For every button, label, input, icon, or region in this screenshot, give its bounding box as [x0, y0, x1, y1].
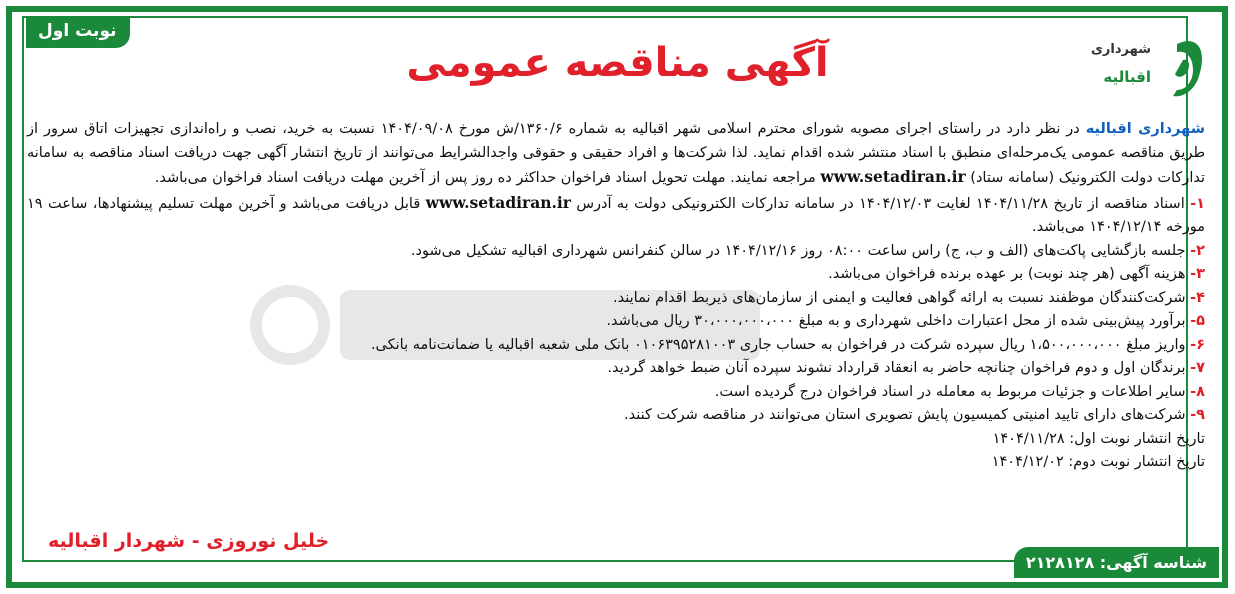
- first-publish-date: تاریخ انتشار نوبت اول: ۱۴۰۴/۱۱/۲۸: [992, 430, 1205, 447]
- item-number: ۹-: [1190, 407, 1205, 423]
- logo-label-city: اقبالیه: [1103, 68, 1151, 86]
- item-url-link[interactable]: www.setadiran.ir: [425, 192, 571, 212]
- item-text: برندگان اول و دوم فراخوان چنانچه حاضر به انعقاد قرارداد نشوند سپرده آنان ضبط خواهد گردید.: [607, 360, 1191, 376]
- second-publish-date: تاریخ انتشار نوبت دوم: ۱۴۰۴/۱۲/۰۲: [991, 454, 1205, 470]
- notice-title: آگهی مناقصه عمومی: [406, 40, 829, 86]
- ad-id-badge: شناسه آگهی: ۲۱۲۸۱۲۸: [1014, 547, 1219, 578]
- intro-text-part1: در نظر دارد در راستای اجرای مصوبه شورای محترم اسلامی شهر اقبالیه به شماره ۱۳۶۰/۶/ش مورخ ۱۴۰۴/۰۹/۰۸ نسبت به خرید، نصب و راه‌اندازی تجهیزات اتاق سرور از طریق مناقصه عمومی یک‌مرحله‌ای منطبق با اسناد منتشر شده اقدام نماید. لذا شرکت‌ها و افراد حقیقی و حقوقی واجدالشرایط می‌توانند از تاریخ انتشار آگهی جهت دریافت اسناد مناقصه به سامانه تدارکات دولت الکترونیک (سامانه ستاد): [27, 121, 1205, 186]
- intro-text-part2: مراجعه نمایند. مهلت تحویل اسناد فراخوان حداکثر ده روز پس از آخرین مهلت دریافت اسناد فراخوان می‌باشد.: [154, 170, 821, 186]
- item-text: شرکت‌کنندگان موظفند نسبت به ارائه گواهی فعالیت و ایمنی از سازمان‌های ذیربط اقدام نمایند.: [613, 289, 1191, 306]
- item-text: سایر اطلاعات و جزئیات مربوط به معامله در اسناد فراخوان درج گردیده است.: [714, 383, 1191, 400]
- mayor-signature: خلیل نوروزی - شهردار اقبالیه: [48, 530, 330, 552]
- item-text: واریز مبلغ ۱،۵۰۰،۰۰۰،۰۰۰ ریال سپرده شرکت در فراخوان به حساب جاری ۰۱۰۶۳۹۵۲۸۱۰۰۳ بانک ملی شعبه اقبالیه یا ضمانت‌نامه بانکی.: [370, 336, 1191, 353]
- item-number: ۱-: [1190, 195, 1205, 212]
- item-text: شرکت‌های دارای تایید امنیتی کمیسیون پایش تصویری استان می‌توانند در مناقصه شرکت کنند.: [624, 407, 1191, 423]
- item-number: ۳-: [1190, 266, 1205, 282]
- list-item: [27, 404, 1205, 428]
- list-item: [27, 191, 1205, 240]
- item-number: ۷-: [1190, 360, 1205, 376]
- list-item: [27, 357, 1205, 381]
- item-number: ۸-: [1190, 383, 1205, 400]
- item-number: ۶-: [1190, 336, 1205, 353]
- logo-label-municipality: شهرداری: [1091, 42, 1151, 57]
- intro-paragraph: [27, 118, 1205, 191]
- item-text: هزینه آگهی (هر چند نوبت) بر عهده برنده فراخوان می‌باشد.: [828, 266, 1191, 282]
- list-item: [27, 334, 1205, 358]
- list-item: [27, 381, 1205, 405]
- notice-body: [27, 118, 1205, 475]
- item-number: ۲-: [1190, 242, 1205, 259]
- intro-url-link[interactable]: www.setadiran.ir: [820, 167, 966, 186]
- item-number: ۴-: [1190, 289, 1205, 306]
- item-text: برآورد پیش‌بینی شده از محل اعتبارات داخلی شهرداری و به مبلغ ۳۰،۰۰۰،۰۰۰،۰۰۰ ریال می‌باشد.: [606, 313, 1191, 329]
- item-text: جلسه بازگشایی پاکت‌های (الف و ب، ج) راس ساعت ۰۸:۰۰ روز ۱۴۰۴/۱۲/۱۶ در سالن کنفرانس شهرداری اقبالیه تشکیل می‌شود.: [410, 242, 1191, 259]
- list-item: [27, 263, 1205, 287]
- item-text: اسناد مناقصه از تاریخ ۱۴۰۴/۱۱/۲۸ لغایت ۱۴۰۴/۱۲/۰۳ در سامانه تدارکات الکترونیکی دولت به آدرس: [570, 195, 1191, 212]
- list-item: [27, 287, 1205, 311]
- intro-lead: شهرداری اقبالیه: [1085, 121, 1205, 137]
- round-badge: نوبت اول: [26, 16, 130, 48]
- item-number: ۵-: [1190, 313, 1205, 329]
- list-item: [27, 240, 1205, 264]
- item-text-tail: قابل دریافت می‌باشد و آخرین مهلت تسلیم پیشنهادها، ساعت ۱۹ مورخه ۱۴۰۴/۱۲/۱۴ می‌باشد.: [27, 195, 1205, 235]
- list-item: [27, 310, 1205, 334]
